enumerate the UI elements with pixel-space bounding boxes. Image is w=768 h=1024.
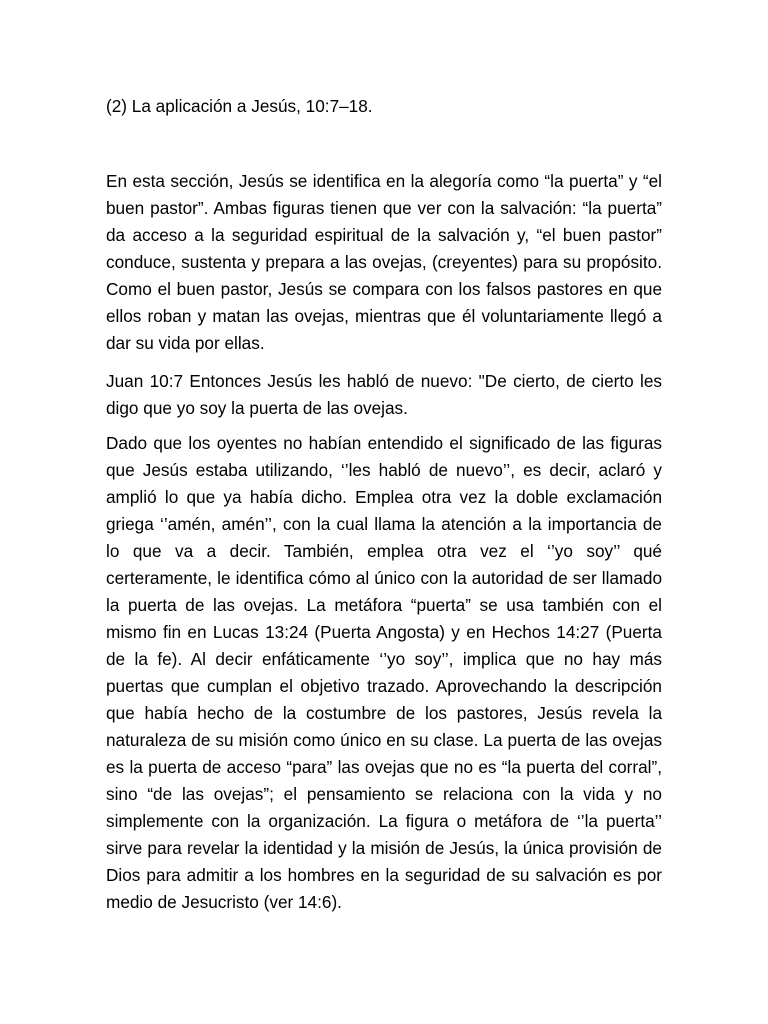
- commentary-paragraph: Dado que los oyentes no habían entendido el significado de las figuras que Jesús estaba utilizando, ‘’les habló de nuevo’’, es decir, aclaró y amplió lo que ya había dicho. Emplea otra vez la doble exclamación griega ‘’amén, amén’’, con la cual llama la atención a la importancia de lo que va a decir. También, emplea otra vez el ‘’yo soy’’ qué certeramente, le identifica cómo al único con la autoridad de ser llamado la puerta de las ovejas. La metáfora “puerta” se usa también con el mismo fin en Lucas 13:24 (Puerta Angosta) y en Hechos 14:27 (Puerta de la fe). Al decir enfáticamente ‘’yo soy’’, implica que no hay más puertas que cumplan el objetivo trazado. Aprovechando la descripción que había hecho de la costumbre de los pastores, Jesús revela la naturaleza de su misión como único en su clase. La puerta de las ovejas es la puerta de acceso “para” las ovejas que no es “la puerta del corral”, sino “de las ovejas”; el pensamiento se relaciona con la vida y no simplemente con la organización. La figura o metáfora de ‘’la puerta’’ sirve para revelar la identidad y la misión de Jesús, la única provisión de Dios para admitir a los hombres en la seguridad de su salvación es por medio de Jesucristo (ver 14:6).: [106, 433, 662, 912]
- intro-paragraph: En esta sección, Jesús se identifica en la alegoría como “la puerta” y “el buen pastor”. Ambas figuras tienen que ver con la salvación: “la puerta” da acceso a la seguridad espiritual de la salvación y, “el buen pastor” conduce, sustenta y prepara a las ovejas, (creyentes) para su propósito. Como el buen pastor, Jesús se compara con los falsos pastores en que ellos roban y matan las ovejas, mientras que él voluntariamente llegó a dar su vida por ellas.: [106, 171, 662, 353]
- section-heading: (2) La aplicación a Jesús, 10:7–18.: [106, 96, 373, 116]
- verse-quote-paragraph: Juan 10:7 Entonces Jesús les habló de nuevo: "De cierto, de cierto les digo que yo soy la puerta de las ovejas.: [106, 371, 662, 418]
